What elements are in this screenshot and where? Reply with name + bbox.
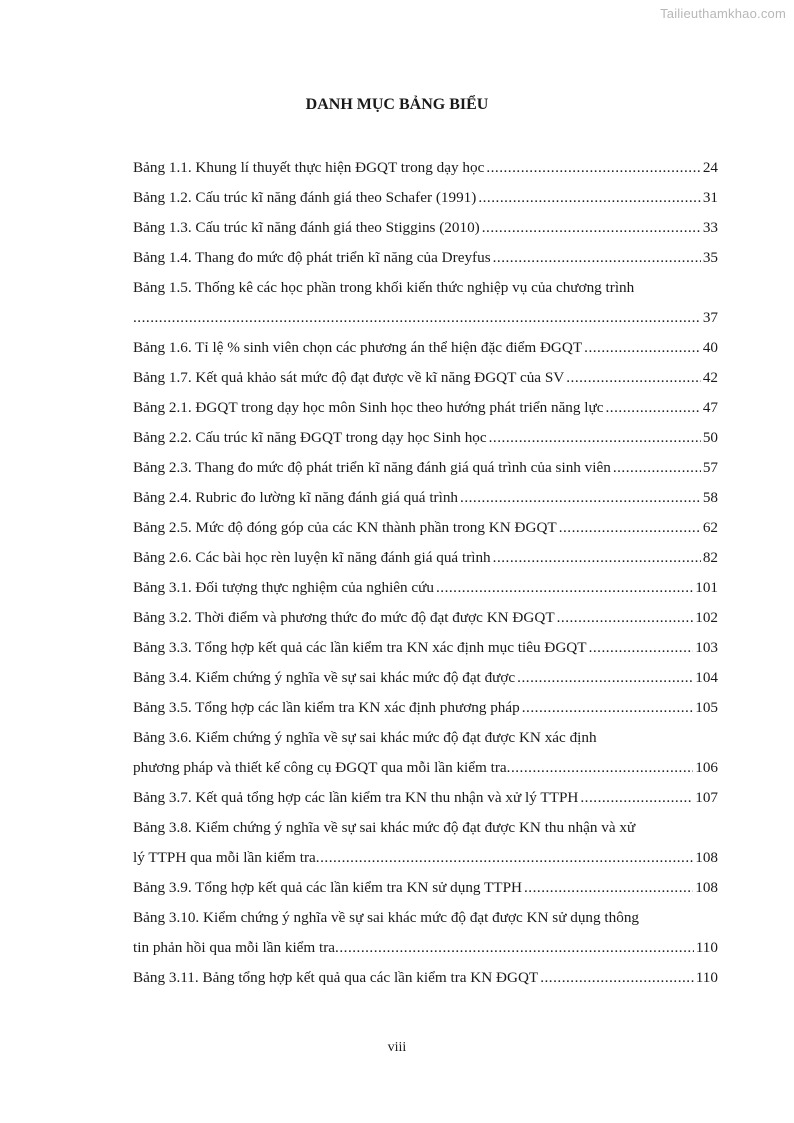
dot-leader <box>584 333 701 363</box>
toc-entry-label: Bảng 3.9. Tổng hợp kết quả các lần kiểm tra KN sử dụng TTPH <box>133 879 522 896</box>
toc-entry-label: Bảng 3.2. Thời điểm và phương thức đo mức độ đạt được KN ĐGQT <box>133 609 555 626</box>
dot-leader <box>478 183 700 213</box>
toc-entry-page: 31 <box>702 189 718 206</box>
toc-entry <box>133 723 718 753</box>
toc-entry <box>133 393 718 423</box>
toc-entry-label: Bảng 3.3. Tổng hợp kết quả các lần kiểm tra KN xác định mục tiêu ĐGQT <box>133 639 587 656</box>
toc-entry-page: 62 <box>702 519 718 536</box>
dot-leader <box>580 783 693 813</box>
watermark: Tailieuthamkhao.com <box>660 6 786 21</box>
toc-entry <box>133 453 718 483</box>
toc-entry-label: Bảng 2.2. Cấu trúc kĩ năng ĐGQT trong dạy học Sinh học <box>133 429 487 446</box>
toc-entry <box>133 213 718 243</box>
toc-entry-label: Bảng 3.5. Tổng hợp các lần kiểm tra KN xác định phương pháp <box>133 699 520 716</box>
toc-entry <box>133 423 718 453</box>
toc-entry-page: 101 <box>695 579 718 596</box>
toc-entry <box>133 663 718 693</box>
toc-entry-page: 108 <box>695 849 718 866</box>
toc-entry-page: 42 <box>702 369 718 386</box>
toc-entry-label: Bảng 1.4. Thang đo mức độ phát triển kĩ năng của Dreyfus <box>133 249 491 266</box>
toc-entry-page: 110 <box>695 939 718 956</box>
toc-entry <box>133 183 718 213</box>
toc-entry <box>133 783 718 813</box>
dot-leader <box>486 153 701 183</box>
toc-entry-page: 57 <box>702 459 718 476</box>
dot-leader <box>524 873 693 903</box>
toc-entry-label: Bảng 2.5. Mức độ đóng góp của các KN thành phần trong KN ĐGQT <box>133 519 557 536</box>
toc-entry <box>133 903 718 933</box>
toc-entry-label-continued: tin phản hồi qua mỗi lần kiểm tra <box>133 939 336 956</box>
dot-leader <box>566 363 701 393</box>
dot-leader <box>559 513 701 543</box>
dot-leader <box>557 603 694 633</box>
toc-entry-label: Bảng 3.1. Đối tượng thực nghiệm của nghiên cứu <box>133 579 434 596</box>
toc-entry <box>133 153 718 183</box>
toc-entry-continuation <box>133 753 718 783</box>
toc-entry-page: 24 <box>702 159 718 176</box>
dot-leader <box>613 453 701 483</box>
toc-entry-label: Bảng 1.2. Cấu trúc kĩ năng đánh giá theo Schafer (1991) <box>133 189 477 206</box>
dot-leader <box>507 753 694 783</box>
toc-entry-label: Bảng 2.3. Thang đo mức độ phát triển kĩ năng đánh giá quá trình của sinh viên <box>133 459 611 476</box>
toc-entry <box>133 243 718 273</box>
dot-leader <box>522 693 693 723</box>
toc-entry-label-continued: phương pháp và thiết kế công cụ ĐGQT qua mỗi lần kiểm tra <box>133 759 507 776</box>
toc-entry-label-continued: lý TTPH qua mỗi lần kiểm tra <box>133 849 316 866</box>
table-list <box>133 153 718 993</box>
toc-entry <box>133 573 718 603</box>
toc-entry-page: 58 <box>702 489 718 506</box>
toc-entry-label: Bảng 3.6. Kiểm chứng ý nghĩa về sự sai khác mức độ đạt được KN xác định <box>133 729 597 746</box>
toc-entry-page: 37 <box>702 309 718 326</box>
dot-leader <box>517 663 693 693</box>
toc-entry-label: Bảng 1.1. Khung lí thuyết thực hiện ĐGQT trong dạy học <box>133 159 485 176</box>
toc-entry-label: Bảng 3.8. Kiểm chứng ý nghĩa về sự sai khác mức độ đạt được KN thu nhận và xử <box>133 819 636 836</box>
dot-leader <box>460 483 701 513</box>
toc-entry-label: Bảng 1.7. Kết quả khảo sát mức độ đạt được về kĩ năng ĐGQT của SV <box>133 369 565 386</box>
toc-entry-page: 82 <box>702 549 718 566</box>
toc-entry-page: 47 <box>702 399 718 416</box>
dot-leader <box>589 633 694 663</box>
toc-entry-label: Bảng 2.1. ĐGQT trong dạy học môn Sinh học theo hướng phát triển năng lực <box>133 399 604 416</box>
toc-entry <box>133 813 718 843</box>
toc-entry-page: 102 <box>695 609 718 626</box>
toc-entry-page: 40 <box>702 339 718 356</box>
dot-leader <box>540 963 694 993</box>
toc-entry-label: Bảng 1.5. Thống kê các học phần trong khối kiến thức nghiệp vụ của chương trình <box>133 279 635 296</box>
dot-leader <box>489 423 701 453</box>
dot-leader <box>335 933 694 963</box>
toc-entry-label: Bảng 3.11. Bảng tổng hợp kết quả qua các lần kiểm tra KN ĐGQT <box>133 969 539 986</box>
toc-entry-page: 107 <box>695 789 718 806</box>
toc-entry-page: 108 <box>695 879 718 896</box>
toc-entry <box>133 603 718 633</box>
toc-entry-label: Bảng 3.10. Kiểm chứng ý nghĩa về sự sai khác mức độ đạt được KN sử dụng thông <box>133 909 640 926</box>
toc-entry-label: Bảng 1.3. Cấu trúc kĩ năng đánh giá theo Stiggins (2010) <box>133 219 480 236</box>
dot-leader <box>493 543 701 573</box>
dot-leader <box>606 393 701 423</box>
toc-entry-label: Bảng 1.6. Tỉ lệ % sinh viên chọn các phương án thể hiện đặc điểm ĐGQT <box>133 339 583 356</box>
toc-entry-page: 105 <box>695 699 718 716</box>
toc-entry-page: 104 <box>695 669 718 686</box>
toc-entry-label: Bảng 3.4. Kiểm chứng ý nghĩa về sự sai khác mức độ đạt được <box>133 669 516 686</box>
toc-entry-page: 110 <box>695 969 718 986</box>
toc-entry-continuation <box>133 843 718 873</box>
toc-entry <box>133 873 718 903</box>
toc-entry <box>133 693 718 723</box>
toc-entry <box>133 513 718 543</box>
toc-entry-page: 106 <box>695 759 718 776</box>
toc-entry <box>133 633 718 663</box>
toc-entry-page: 103 <box>695 639 718 656</box>
dot-leader <box>482 213 701 243</box>
toc-entry <box>133 333 718 363</box>
toc-entry-page: 33 <box>702 219 718 236</box>
toc-entry-label: Bảng 2.4. Rubric đo lường kĩ năng đánh giá quá trình <box>133 489 459 506</box>
toc-entry-page: 35 <box>702 249 718 266</box>
dot-leader <box>133 303 701 333</box>
toc-entry-continuation <box>133 303 718 333</box>
toc-entry <box>133 483 718 513</box>
dot-leader <box>436 573 693 603</box>
toc-entry <box>133 363 718 393</box>
page-title: DANH MỤC BẢNG BIỂU <box>305 96 489 113</box>
toc-entry <box>133 543 718 573</box>
toc-entry-page: 50 <box>702 429 718 446</box>
toc-entry-label: Bảng 2.6. Các bài học rèn luyện kĩ năng đánh giá quá trình <box>133 549 491 566</box>
toc-entry-label: Bảng 3.7. Kết quả tổng hợp các lần kiểm tra KN thu nhận và xử lý TTPH <box>133 789 579 806</box>
toc-entry <box>133 273 718 303</box>
dot-leader <box>493 243 701 273</box>
page-number: viii <box>387 1040 407 1055</box>
dot-leader <box>316 843 693 873</box>
toc-entry-continuation <box>133 933 718 963</box>
toc-entry <box>133 963 718 993</box>
